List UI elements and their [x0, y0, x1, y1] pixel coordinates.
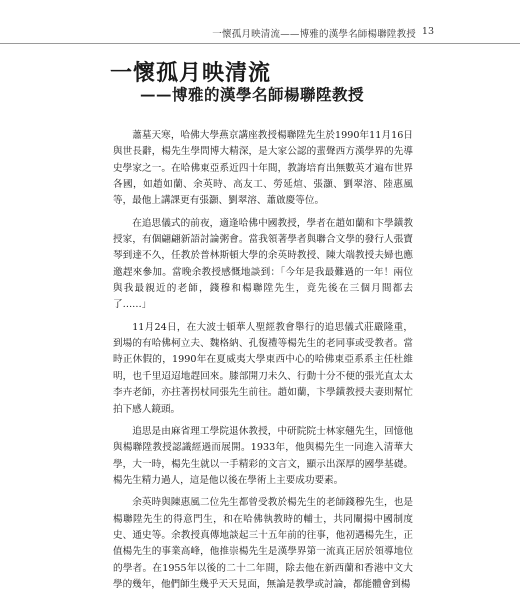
paragraph: 蕭墓天寒，哈佛大學燕京講座教授楊聯陞先生於1990年11月16日與世長辭，楊先生學問博大精深，是大家公認的蜚聲西方漢學界的先導史學家之一。在哈佛東亞系近四十年間，教誨培育出無數英才遍布世界各國，如趙如蘭、余英時、高友工、勞延煊、張灝、劉翠溶、陸惠風等，最他上講課更有張灝、劉翠溶、蕭啟慶等位。 — [113, 130, 413, 207]
paragraph: 追思是由麻省理工學院退休教授，中研院院士林家翹先生，回憶他與楊聯陞教授認識經過而展開。1933年，他與楊先生一同進入清華大學，大一時，楊先生就以一手精彩的文言文，顯示出深厚的國學基礎。楊先生精力過人，這是他以後在學術上主要成功要素。 — [113, 425, 413, 486]
paragraph: 11月24日，在大波士頓華人聖經教會舉行的追思儀式莊嚴隆重，到場的有哈佛柯立夫、魏格納、孔復禮等楊先生的老同事或受教者。當時正休假的，1990年在夏威夷大學東西中心的哈佛東亞系系主任杜維明，也千里迢迢地趕回來。膝部開刀未久、行動十分不便的張光直太太李卉老師，亦拄著拐杖同張先生前往。趙如蘭，卞學鐄教授夫妻則幫忙拍下感人鏡頭。 — [113, 321, 413, 415]
article-body — [113, 128, 413, 593]
header-rule — [0, 43, 520, 44]
running-head-title: 一懷孤月映清流——博雅的漢學名師楊聯陞教授 — [212, 29, 416, 40]
article-title: 一懷孤月映清流 — [110, 60, 272, 86]
page-number: 13 — [421, 26, 434, 37]
article-subtitle: ——博雅的漢學名師楊聯陞教授 — [140, 85, 365, 104]
paragraph: 在追思儀式的前夜，適逢哈佛中國教授，學者在趙如蘭和卞學鐄教授家，有個翩翩新語討論粥會。當我領著學者與聯合文學的發行人張寶琴到達不久，任教於普林斯頓大學的余英時教授、陳大端教授夫婦也應邀趕來參加。當晚余教授感慨地談到：「今年是我最難過的一年！兩位與我最親近的老師，錢穆和楊聯陞先生，竟先後在三個月間都去了……」 — [113, 217, 413, 311]
paragraph: 余英時與陳惠風二位先生都曾受教於楊先生的老師錢穆先生，也是楊聯陞先生的得意門生，和在哈佛執教時的輔士，共同闡揚中國制度史、通史等。余教授真傳地談起三十五年前的往事，他初遇楊先生，正值楊先生的事業高峰，他推崇楊先生是漢學界第一流真正居於領導地位的學者。在1955年以後的二十二年間，除去他在新西蘭和香港中文大學的幾年，他們師生幾乎天天見面，無論是教學或討論，都能體會到楊 — [113, 497, 413, 590]
